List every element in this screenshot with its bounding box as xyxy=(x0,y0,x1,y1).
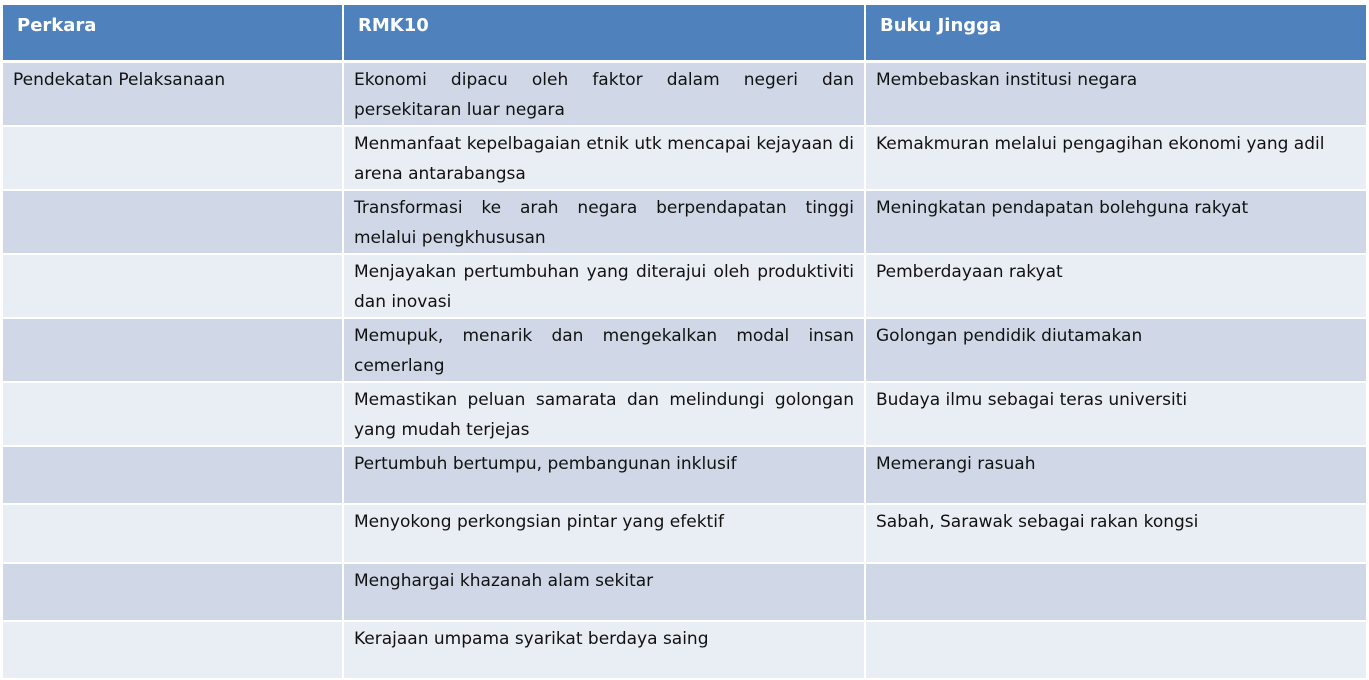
cell-perkara xyxy=(3,446,343,504)
header-buku-jingga: Buku Jingga xyxy=(865,5,1366,61)
cell-perkara xyxy=(3,382,343,446)
cell-perkara: Pendekatan Pelaksanaan xyxy=(3,61,343,126)
table-row xyxy=(3,318,1366,382)
header-perkara: Perkara xyxy=(3,5,343,61)
table-row xyxy=(3,446,1366,504)
cell-rmk10: Menjayakan pertumbuhan yang diterajui oleh produktiviti dan inovasi xyxy=(343,254,865,318)
cell-buku-jingga: Kemakmuran melalui pengagihan ekonomi yang adil xyxy=(865,126,1366,190)
table-row xyxy=(3,61,1366,126)
table-row xyxy=(3,126,1366,190)
cell-perkara xyxy=(3,318,343,382)
cell-rmk10: Ekonomi dipacu oleh faktor dalam negeri dan persekitaran luar negara xyxy=(343,61,865,126)
header-row xyxy=(3,5,1366,61)
cell-perkara xyxy=(3,254,343,318)
cell-perkara xyxy=(3,190,343,254)
table-row xyxy=(3,621,1366,679)
cell-buku-jingga: Membebaskan institusi negara xyxy=(865,61,1366,126)
comparison-table xyxy=(3,5,1366,680)
table-row xyxy=(3,504,1366,563)
cell-buku-jingga xyxy=(865,563,1366,621)
cell-buku-jingga: Golongan pendidik diutamakan xyxy=(865,318,1366,382)
cell-buku-jingga: Sabah, Sarawak sebagai rakan kongsi xyxy=(865,504,1366,563)
header-rmk10: RMK10 xyxy=(343,5,865,61)
cell-buku-jingga: Meningkatan pendapatan bolehguna rakyat xyxy=(865,190,1366,254)
cell-perkara xyxy=(3,621,343,679)
cell-rmk10: Menyokong perkongsian pintar yang efektif xyxy=(343,504,865,563)
cell-rmk10: Pertumbuh bertumpu, pembangunan inklusif xyxy=(343,446,865,504)
cell-buku-jingga xyxy=(865,621,1366,679)
cell-rmk10: Menmanfaat kepelbagaian etnik utk mencapai kejayaan di arena antarabangsa xyxy=(343,126,865,190)
cell-buku-jingga: Pemberdayaan rakyat xyxy=(865,254,1366,318)
table-row xyxy=(3,563,1366,621)
cell-perkara xyxy=(3,126,343,190)
cell-buku-jingga: Budaya ilmu sebagai teras universiti xyxy=(865,382,1366,446)
cell-rmk10: Memupuk, menarik dan mengekalkan modal insan cemerlang xyxy=(343,318,865,382)
cell-perkara xyxy=(3,504,343,563)
cell-rmk10: Menghargai khazanah alam sekitar xyxy=(343,563,865,621)
cell-perkara xyxy=(3,563,343,621)
cell-rmk10: Memastikan peluan samarata dan melindungi golongan yang mudah terjejas xyxy=(343,382,865,446)
cell-buku-jingga: Memerangi rasuah xyxy=(865,446,1366,504)
cell-rmk10: Kerajaan umpama syarikat berdaya saing xyxy=(343,621,865,679)
cell-rmk10: Transformasi ke arah negara berpendapatan tinggi melalui pengkhususan xyxy=(343,190,865,254)
table-row xyxy=(3,382,1366,446)
table-row xyxy=(3,190,1366,254)
table-row xyxy=(3,254,1366,318)
